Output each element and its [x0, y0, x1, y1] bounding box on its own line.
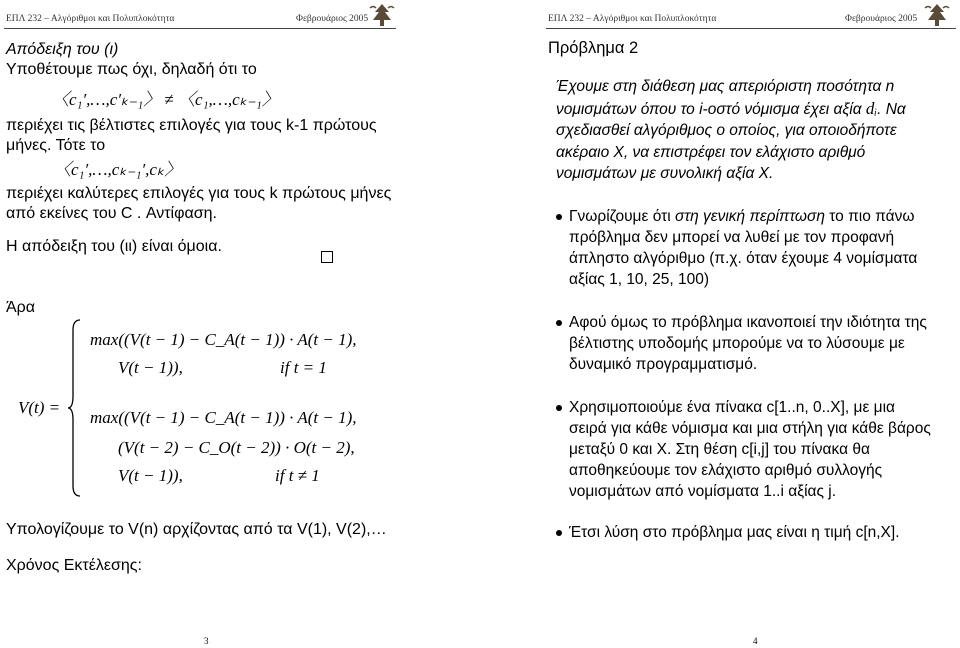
bullet-4-marker — [556, 530, 562, 536]
intro-line2a: νομισμάτων όπου το i-οστό νόμισμα έχει αξία — [556, 100, 866, 118]
b3-line3: μεταξύ 0 και X. Στη θέση c[i,j] του πίνακα θα — [569, 441, 870, 458]
b1-line1a: Γνωρίζουμε ότι — [569, 208, 675, 225]
bullet-2 — [569, 312, 954, 375]
d-i-symbol: dᵢ — [865, 98, 878, 118]
neq-symbol: ≠ — [164, 90, 174, 109]
intro-line2b: . Να — [877, 100, 906, 118]
university-logo-right — [922, 2, 952, 28]
b2-line1: Αφού όμως το πρόβλημα ικανοποιεί την ιδιότητα της — [569, 314, 927, 331]
case2-line3: V(t − 1)), — [118, 466, 183, 485]
intro-line1: Έχουμε στη διάθεση μας απεριόριστη ποσότητα n — [556, 78, 895, 95]
case2-line2: (V(t − 2) − C_O(t − 2)) · O(t − 2), — [118, 438, 355, 457]
b3-line2: σειρά για κάθε νόμισμα και μια στήλη για κάθε βάρος — [569, 420, 931, 437]
case2-line1: max((V(t − 1) − C_A(t − 1)) · A(t − 1), — [90, 408, 357, 427]
case1-line2: V(t − 1)), — [118, 358, 183, 377]
tuple-2-content: c₁′,…,cₖ₋₁′,cₖ — [71, 160, 165, 179]
left-text-line4: περιέχει καλύτερες επιλογές για τους k πρώτους μήνες — [6, 185, 392, 202]
left-brace — [66, 318, 82, 498]
intro-line3: σχεδιασθεί αλγόριθμος ο οποίος, για οποιοδήποτε — [556, 122, 897, 139]
v-lhs: V(t) = — [18, 398, 61, 417]
intro-paragraph — [556, 76, 906, 185]
tuple-lhs: c₁′,…,c′ₖ₋₁ — [69, 90, 144, 109]
bullet-4 — [569, 522, 954, 543]
left-text-line6: Η απόδειξη του (ιι) είναι όμοια. — [6, 238, 222, 255]
b3-line4: αποθηκεύουμε τον ελάχιστο αριθμό συλλογής — [569, 462, 883, 479]
university-logo — [367, 2, 397, 28]
b4-line1: Έτσι λύση στο πρόβλημα μας είναι η τιμή c[n,X]. — [569, 524, 900, 541]
b3-line1: Χρησιμοποιούμε ένα πίνακα c[1..n, 0..X], με μια — [569, 399, 895, 416]
left-header-rule — [4, 28, 396, 29]
case1-condition: if t = 1 — [280, 358, 327, 377]
compute-line: Υπολογίζουμε το V(n) αρχίζοντας από τα V(1), V(2),… — [6, 521, 387, 538]
bullet-1-marker — [556, 214, 562, 220]
right-heading: Πρόβλημα 2 — [548, 39, 639, 57]
left-text-line1: Υποθέτουμε πως όχι, δηλαδή ότι το — [6, 61, 257, 78]
intro-line5: νομισμάτων με συνολική αξία X. — [556, 165, 774, 182]
tuple-2: 〈c₁′,…,cₖ₋₁′,cₖ〉 — [54, 160, 182, 179]
right-page-number: 4 — [753, 636, 758, 646]
left-header-title: ΕΠΛ 232 – Αλγόριθμοι και Πολυπλοκότητα — [6, 14, 175, 24]
bullet-1 — [569, 206, 954, 290]
left-text-line5: από εκείνες του C . Αντίφαση. — [6, 205, 217, 222]
b2-line3: δυναμικό προγραμματισμό. — [569, 356, 758, 373]
tuple-inequality: 〈c₁′,…,c′ₖ₋₁〉 ≠ 〈c₁,…,cₖ₋₁〉 — [52, 90, 279, 109]
b1-line1b: στη γενική περίπτωση — [674, 208, 825, 225]
left-header-date: Φεβρουάριος 2005 — [296, 14, 369, 24]
qed-box — [321, 251, 333, 263]
b1-line4: αξίας 1, 10, 25, 100) — [569, 271, 710, 288]
b3-line5: νομισμάτων από νομίσματα 1..i αξίας j. — [569, 483, 837, 500]
b1-line3: άπληστο αλγόριθμο (π.χ. όταν έχουμε 4 νομίσματα — [569, 250, 918, 267]
intro-line2 — [556, 98, 906, 121]
left-text-line2: περιέχει τις βέλτιστες επιλογές για τους k-1 πρώτους — [6, 117, 377, 134]
bullet-3 — [569, 397, 954, 502]
right-header-rule — [546, 28, 956, 29]
left-text-line3: μήνες. Τότε το — [6, 137, 106, 154]
case1-line1: max((V(t − 1) − C_A(t − 1)) · A(t − 1), — [90, 330, 357, 349]
right-header-date: Φεβρουάριος 2005 — [845, 14, 918, 24]
b2-line2: βέλτιστης υποδομής μπορούμε να το λύσουμε με — [569, 335, 905, 352]
bullet-3-marker — [556, 405, 562, 411]
right-header-title: ΕΠΛ 232 – Αλγόριθμοι και Πολυπλοκότητα — [548, 14, 717, 24]
intro-line4: ακέραιο X, να επιστρέφει τον ελάχιστο αριθμό — [556, 143, 866, 161]
case2-condition: if t ≠ 1 — [275, 466, 320, 485]
b1-line2: πρόβλημα δεν μπορεί να λυθεί με τον προφανή — [569, 229, 895, 246]
bullet-2-marker — [556, 320, 562, 326]
tuple-rhs: c₁,…,cₖ₋₁ — [195, 90, 262, 109]
left-page-number: 3 — [204, 636, 209, 646]
runtime-line: Χρόνος Εκτέλεσης: — [6, 557, 142, 574]
b1-line1c: το πιο πάνω — [824, 208, 915, 225]
b1-line1 — [569, 206, 954, 227]
ara-label: Άρα — [6, 299, 36, 316]
left-heading: Απόδειξη του (ι) — [6, 41, 119, 58]
